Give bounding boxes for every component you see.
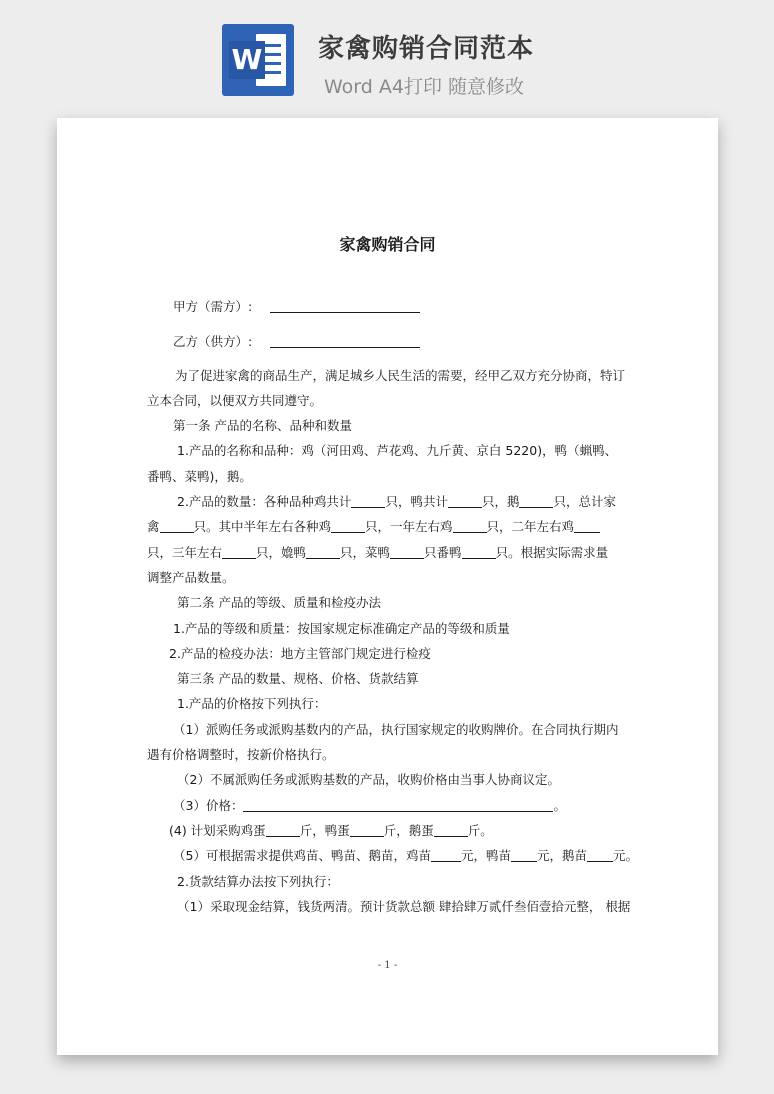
article-3-item-1-sub-2: （2）不属派购任务或派购基数的产品，收购价格由当事人协商议定。 bbox=[177, 772, 560, 788]
text-segment: 斤，鹅蛋 bbox=[383, 822, 434, 838]
text-segment: 只，三年左右 bbox=[147, 544, 223, 560]
party-a-line bbox=[147, 294, 629, 319]
article-3-heading: 第三条 产品的数量、规格、价格、货款结算 bbox=[177, 671, 419, 687]
blank bbox=[587, 847, 613, 862]
blank bbox=[331, 518, 365, 533]
text-segment: （5）可根据需求提供鸡苗、鸭苗、鹅苗，鸡苗 bbox=[173, 848, 431, 864]
blank bbox=[266, 822, 300, 837]
text-segment: 禽 bbox=[147, 519, 160, 535]
party-a-label: 甲方（需方）: bbox=[173, 299, 253, 314]
article-1-item-2-line-2 bbox=[147, 514, 629, 539]
blank bbox=[511, 847, 537, 862]
text-segment: 斤，鸭蛋 bbox=[299, 822, 350, 838]
article-1-item-2-line-4: 调整产品数量。 bbox=[147, 569, 235, 585]
document-page bbox=[57, 118, 718, 1055]
text-segment: (4) 计划采购鸡蛋 bbox=[169, 822, 266, 838]
template-title: 家禽购销合同范本 bbox=[318, 34, 535, 64]
template-subtitle: Word A4打印 随意修改 bbox=[324, 76, 525, 98]
text-segment: 只，鸭共计 bbox=[385, 494, 448, 510]
blank bbox=[350, 822, 384, 837]
text-segment: 只，鹅 bbox=[481, 494, 520, 510]
party-b-label: 乙方（供方）: bbox=[173, 334, 253, 350]
blank bbox=[390, 544, 424, 559]
article-3-item-2-sub-1: （1）采取现金结算，钱货两清。预计货款总额 肆拾肆万贰仟叁佰壹拾元整， 根据 bbox=[177, 898, 631, 914]
article-2-item-2: 2.产品的检疫办法：地方主管部门规定进行检疫 bbox=[169, 645, 431, 661]
party-b-blank bbox=[270, 333, 420, 348]
blank bbox=[519, 493, 553, 508]
text-segment: 只，一年左右鸡 bbox=[365, 519, 453, 535]
party-a-blank bbox=[270, 298, 420, 313]
text-segment: 只。根据实际需求量 bbox=[495, 544, 609, 560]
article-2-heading: 第二条 产品的等级、质量和检疫办法 bbox=[177, 595, 381, 611]
article-3-item-1-sub-5 bbox=[147, 843, 639, 868]
blank bbox=[306, 544, 340, 559]
text-segment: 只，二年左右鸡 bbox=[486, 519, 575, 535]
text-segment: 2.产品的数量：各种品种鸡共计 bbox=[177, 494, 352, 510]
article-1-heading: 第一条 产品的名称、品种和数量 bbox=[173, 418, 352, 434]
document-body bbox=[147, 294, 639, 919]
party-b-line bbox=[147, 329, 629, 354]
blank bbox=[351, 493, 385, 508]
blank bbox=[243, 797, 553, 812]
article-2-item-1: 1.产品的等级和质量：按国家规定标准确定产品的等级和质量 bbox=[173, 620, 510, 636]
text-segment: 元，鹅苗 bbox=[536, 848, 587, 864]
blank bbox=[462, 544, 496, 559]
article-3-item-1-sub-3 bbox=[147, 793, 629, 818]
blank bbox=[453, 518, 487, 533]
article-3-item-1: 1.产品的价格按下列执行： bbox=[177, 696, 327, 712]
text-segment: 元。 bbox=[613, 848, 639, 864]
text-segment: 。 bbox=[553, 797, 566, 813]
text-segment: 只。其中半年左右各种鸡 bbox=[193, 519, 332, 535]
page-number: - 1 - bbox=[377, 960, 398, 971]
text-segment: 只，嫓鸭 bbox=[256, 544, 307, 560]
word-icon bbox=[222, 24, 294, 96]
text-segment: 元，鸭苗 bbox=[460, 848, 511, 864]
text-segment: 只，菜鸭 bbox=[340, 544, 391, 560]
blank bbox=[222, 544, 256, 559]
document-title: 家禽购销合同 bbox=[339, 235, 436, 254]
preamble: 为了促进家禽的商品生产，满足城乡人民生活的需要，经甲乙双方充分协商，特订立本合同，以便双方共同遵守。 bbox=[147, 367, 626, 408]
blank bbox=[431, 847, 461, 862]
article-1-item-1: 1.产品的名称和品种：鸡（河田鸡、芦花鸡、九斤黄、京白 5220)，鸭（蝋鸭、番鸭、菜鸭)，鹅。 bbox=[147, 443, 618, 484]
template-header bbox=[0, 0, 774, 118]
article-3-item-1-sub-4 bbox=[147, 818, 629, 843]
blank bbox=[448, 493, 482, 508]
word-letter: W bbox=[229, 41, 265, 79]
text-segment: 只，总计家 bbox=[553, 494, 616, 510]
text-segment: 斤。 bbox=[467, 822, 493, 838]
blank bbox=[434, 822, 468, 837]
article-1-item-2-line-3 bbox=[147, 540, 629, 565]
article-3-item-1-sub-1: （1）派购任务或派购基数内的产品，执行国家规定的收购牌价。在合同执行期内遇有价格调整时，按新价格执行。 bbox=[147, 721, 619, 763]
article-3-item-2: 2.货款结算办法按下列执行： bbox=[177, 873, 339, 889]
text-segment: （3）价格： bbox=[173, 797, 244, 813]
blank bbox=[160, 518, 194, 533]
blank bbox=[574, 518, 600, 533]
article-1-item-2-line-1 bbox=[147, 489, 629, 514]
text-segment: 只番鸭 bbox=[424, 544, 462, 560]
